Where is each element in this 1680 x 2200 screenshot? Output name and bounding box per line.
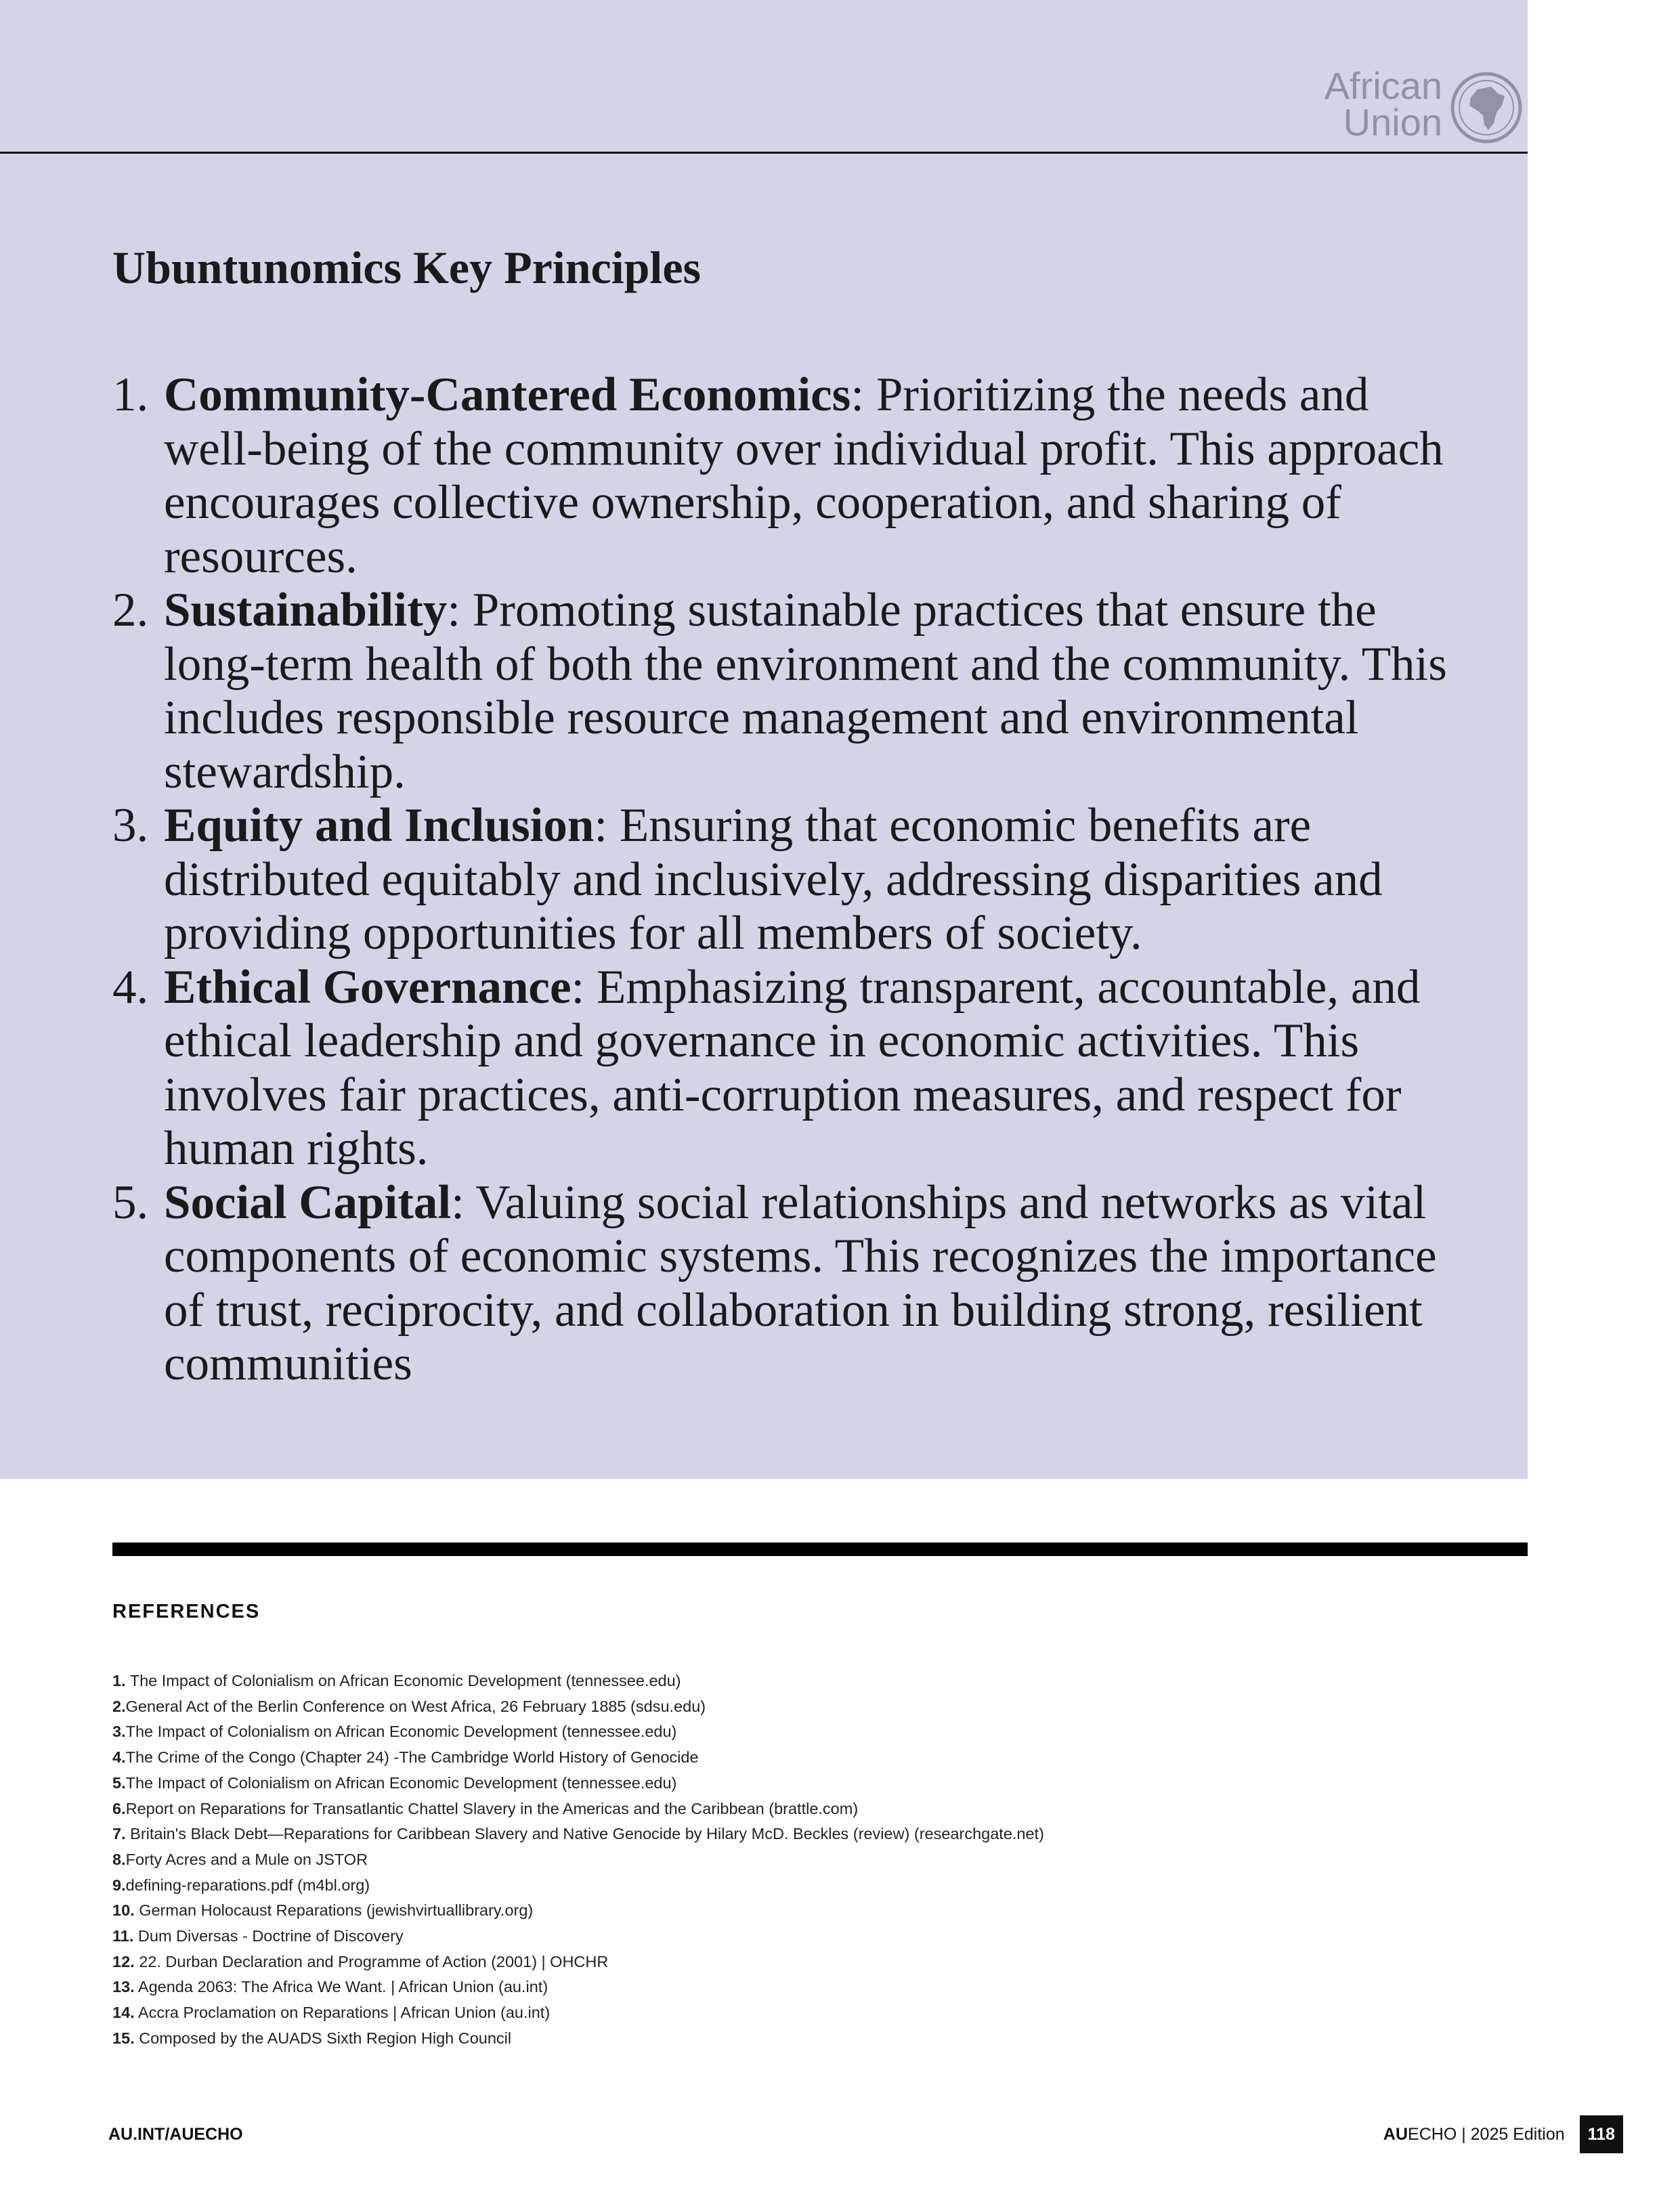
reference-text: Report on Reparations for Transatlantic Chattel Slavery in the Americas and the Caribbean (brattle.com) (125, 1799, 859, 1817)
reference-item (112, 1719, 1044, 1745)
footer-website: AU.INT/AUECHO (108, 2125, 243, 2144)
reference-text: Britain's Black Debt—Reparations for Caribbean Slavery and Native Genocide by Hilary McD. Beckles (review) (researchgate.net) (125, 1825, 1044, 1843)
principle-separator: : (571, 960, 585, 1014)
reference-number: 6. (112, 1799, 126, 1817)
reference-number: 8. (112, 1850, 126, 1868)
reference-text: Forty Acres and a Mule on JSTOR (125, 1850, 368, 1868)
reference-number: 2. (112, 1697, 126, 1715)
reference-number: 5. (112, 1773, 126, 1792)
principle-term: Equity and Inclusion (164, 799, 595, 852)
reference-text: Accra Proclamation on Reparations | African Union (au.int) (134, 2004, 551, 2022)
reference-item (112, 1847, 1044, 1873)
reference-text: General Act of the Berlin Conference on West Africa, 26 February 1885 (sdsu.edu) (125, 1697, 706, 1715)
principle-separator: : (447, 584, 461, 637)
principle-term: Sustainability (164, 584, 448, 637)
reference-number: 10. (112, 1901, 135, 1920)
reference-number: 4. (112, 1748, 126, 1767)
principle-text: Promoting sustainable practices that ensure the long-term health of both the environment and the community. This includes responsible resource management and environmental stewardship. (164, 584, 1447, 798)
reference-number: 3. (112, 1723, 126, 1741)
reference-item (112, 1745, 1044, 1771)
logo-line-1: African (1324, 64, 1442, 107)
reference-number: 1. (112, 1672, 126, 1689)
reference-item (112, 1694, 1044, 1720)
reference-number: 13. (112, 1978, 135, 1996)
reference-text: Agenda 2063: The Africa We Want. | African Union (au.int) (134, 1978, 548, 1996)
footer-brand-rest: ECHO | 2025 Edition (1408, 2124, 1565, 2144)
references-list (112, 1668, 1044, 2052)
principle-item (112, 961, 1467, 1176)
principle-number: 3. (112, 799, 149, 852)
principle-text: Valuing social relationships and networks as vital components of economic systems. This recognizes the importance of trust, reciprocity, and collaboration in building strong, resilient communities (164, 1176, 1437, 1390)
reference-item (112, 1668, 1044, 1694)
principle-separator: : (850, 368, 865, 421)
principle-number: 2. (112, 584, 149, 637)
principle-item (112, 799, 1467, 961)
principle-separator: : (594, 799, 608, 852)
reference-item (112, 1924, 1044, 1949)
reference-item (112, 1949, 1044, 1975)
reference-item (112, 1771, 1044, 1796)
footer-brand-bold: AU (1383, 2124, 1408, 2144)
logo-text (1324, 64, 1442, 144)
reference-item (112, 1898, 1044, 1924)
logo-line-2: Union (1343, 101, 1442, 144)
africa-globe-icon (1449, 70, 1524, 145)
reference-text: The Impact of Colonialism on African Economic Development (tennessee.edu) (125, 1723, 677, 1741)
footer-edition (1383, 2114, 1623, 2155)
principle-text: Ensuring that economic benefits are distributed equitably and inclusively, addressing disparities and providing opportunities for all members of society. (164, 799, 1383, 959)
footer-brand (1383, 2125, 1565, 2144)
principle-item (112, 584, 1467, 799)
reference-text: The Crime of the Congo (Chapter 24) -The Cambridge World History of Genocide (125, 1748, 699, 1767)
reference-item (112, 1975, 1044, 2000)
principle-text: Emphasizing transparent, accountable, and ethical leadership and governance in economic activities. This involves fair practices, anti-corruption measures, and respect for human rights. (164, 960, 1421, 1175)
reference-text: The Impact of Colonialism on African Economic Development (tennessee.edu) (125, 1773, 677, 1792)
reference-item (112, 1821, 1044, 1847)
reference-text: German Holocaust Reparations (jewishvirtuallibrary.org) (134, 1901, 534, 1920)
reference-item (112, 2000, 1044, 2026)
reference-item (112, 1873, 1044, 1899)
principle-item (112, 368, 1467, 584)
principle-number: 1. (112, 368, 149, 421)
reference-item (112, 1796, 1044, 1822)
reference-number: 12. (112, 1952, 135, 1970)
african-union-logo (1320, 64, 1524, 149)
reference-text: The Impact of Colonialism on African Economic Development (tennessee.edu) (125, 1672, 681, 1689)
references-divider (112, 1543, 1528, 1556)
page-number: 118 (1580, 2115, 1623, 2153)
reference-number: 9. (112, 1876, 126, 1894)
principle-text: Prioritizing the needs and well-being of the community over individual profit. This approach encourages collective ownership, cooperation, and sharing of resources. (164, 368, 1444, 583)
references-heading: REFERENCES (112, 1601, 261, 1622)
reference-number: 7. (112, 1825, 126, 1843)
reference-item (112, 2026, 1044, 2052)
reference-number: 14. (112, 2004, 135, 2022)
principle-number: 5. (112, 1176, 149, 1229)
header-divider (0, 152, 1528, 154)
reference-text: 22. Durban Declaration and Programme of Action (2001) | OHCHR (134, 1952, 609, 1970)
principle-term: Ethical Governance (164, 960, 572, 1014)
section-title: Ubuntunomics Key Principles (112, 242, 701, 293)
principle-separator: : (451, 1176, 465, 1229)
principle-item (112, 1176, 1467, 1392)
principle-term: Social Capital (164, 1176, 452, 1229)
reference-number: 11. (112, 1927, 134, 1945)
reference-text: Dum Diversas - Doctrine of Discovery (133, 1927, 404, 1945)
principle-term: Community-Cantered Economics (164, 368, 851, 421)
principles-list (112, 368, 1467, 1392)
reference-text: Composed by the AUADS Sixth Region High Council (134, 2029, 512, 2047)
reference-number: 15. (112, 2029, 135, 2047)
principle-number: 4. (112, 960, 149, 1014)
reference-text: defining-reparations.pdf (m4bl.org) (125, 1876, 370, 1894)
